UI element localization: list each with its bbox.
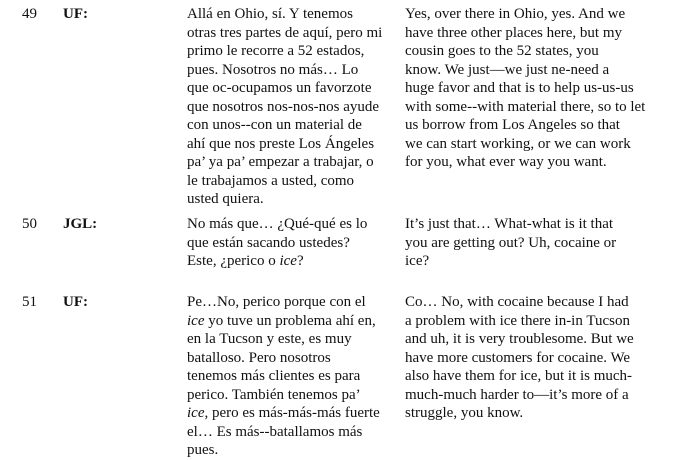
spanish-line: pues. xyxy=(187,442,219,458)
spanish-fragment: Este, ¿perico o xyxy=(187,253,280,269)
spanish-line: le trabajamos a usted, como xyxy=(187,172,355,189)
english-line: and uh, it is very troublesome. But we xyxy=(405,331,634,347)
line-number: 49 xyxy=(22,6,37,22)
english-line: ice? xyxy=(405,253,430,269)
english-line: Yes, over there in Ohio, yes. And we xyxy=(405,6,626,22)
english-line: huge favor and that is to help us-us-us xyxy=(405,80,634,96)
spanish-fragment: ? xyxy=(296,253,304,269)
spanish-line: que están sacando ustedes? xyxy=(187,234,350,251)
spanish-line xyxy=(187,312,383,331)
spanish-line: No más que… ¿Qué-qué es lo xyxy=(187,216,368,232)
italic-term: ice xyxy=(187,405,205,421)
spanish-line: Pe…No, perico porque con el xyxy=(187,294,366,310)
spanish-line: con unos--con un material de xyxy=(187,117,362,133)
spanish-line: otras tres partes de aquí, pero mi xyxy=(187,24,383,41)
spanish-line: primo le recorre a 52 estados, xyxy=(187,43,365,59)
spanish-line xyxy=(187,404,383,423)
spanish-text xyxy=(187,293,383,460)
english-line: know. We just—we just ne-need a xyxy=(405,61,610,78)
english-line: much-much harder to—it’s more of a xyxy=(405,386,629,403)
english-line: Co… No, with cocaine because I had xyxy=(405,294,629,310)
spanish-line: tenemos más clientes es para xyxy=(187,368,361,384)
spanish-fragment: yo tuve un problema ahí en, xyxy=(204,312,376,329)
spanish-line: pa’ ya pa’ empezar a trabajar, o xyxy=(187,154,374,170)
italic-term: ice xyxy=(279,253,297,269)
line-number: 50 xyxy=(22,216,37,232)
english-text xyxy=(405,215,675,271)
english-text xyxy=(405,5,675,172)
spanish-line: el… Es más--batallamos más xyxy=(187,423,363,440)
spanish-line: Allá en Ohio, sí. Y tenemos xyxy=(187,6,353,22)
spanish-line: en la Tucson y este, es muy xyxy=(187,331,352,347)
spanish-line xyxy=(187,252,383,271)
spanish-line: pues. Nosotros no más… Lo xyxy=(187,61,359,78)
spanish-line: que oc-ocupamos un favorzote xyxy=(187,80,372,96)
spanish-line: batalloso. Pero nosotros xyxy=(187,349,331,366)
english-line: have three other places here, but my xyxy=(405,24,622,41)
english-text xyxy=(405,293,675,423)
english-line: you are getting out? Uh, cocaine or xyxy=(405,234,617,251)
english-line: cousin goes to the 52 states, you xyxy=(405,43,599,59)
spanish-text xyxy=(187,215,383,271)
spanish-line: usted quiera. xyxy=(187,191,264,207)
spanish-line: ahí que nos preste Los Ángeles xyxy=(187,135,375,152)
spanish-line: que nosotros nos-nos-nos ayude xyxy=(187,98,380,115)
english-line: struggle, you know. xyxy=(405,405,524,421)
speaker-label: JGL: xyxy=(63,216,98,232)
english-line: us borrow from Los Angeles so that xyxy=(405,117,620,133)
spanish-line: perico. También tenemos pa’ xyxy=(187,386,361,403)
speaker-label: UF: xyxy=(63,6,88,22)
english-line: a problem with ice there in-in Tucson xyxy=(405,312,630,329)
speaker-label: UF: xyxy=(63,294,88,310)
english-line: also have them for ice, but it is much- xyxy=(405,368,633,384)
english-line: we can start working, or we can work xyxy=(405,135,631,152)
english-line: It’s just that… What-what is it that xyxy=(405,216,614,232)
spanish-fragment: , pero es más-más-más fuerte xyxy=(204,405,380,421)
spanish-text xyxy=(187,5,383,209)
english-line: with some--with material there, so to let xyxy=(405,98,646,115)
line-number: 51 xyxy=(22,294,37,310)
english-line: for you, what ever way you want. xyxy=(405,154,607,170)
english-line: have more customers for cocaine. We xyxy=(405,349,631,366)
italic-term: ice xyxy=(187,312,205,329)
